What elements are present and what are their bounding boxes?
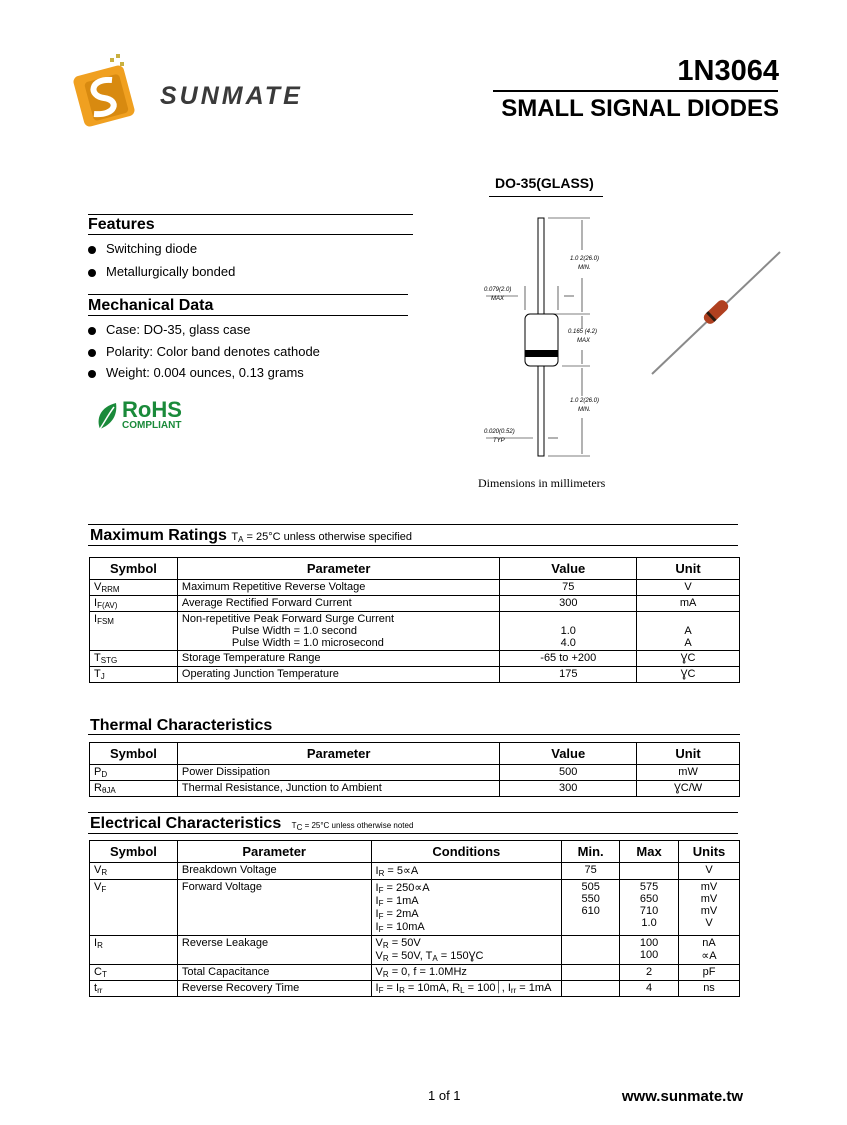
thermal-table bbox=[89, 742, 740, 797]
electrical-heading bbox=[90, 815, 413, 833]
units-cell: V bbox=[679, 863, 740, 880]
parameter-cell: Average Rectified Forward Current bbox=[177, 596, 499, 612]
symbol-cell: $C_T$ bbox=[90, 965, 178, 981]
col-unit: Unit bbox=[637, 558, 740, 580]
mechanical-bottom-rule bbox=[88, 315, 408, 316]
col-units: Units bbox=[679, 841, 740, 863]
value-cell: 300 bbox=[500, 781, 637, 797]
table-row bbox=[90, 651, 740, 667]
units-cell: nA ∝A bbox=[679, 936, 740, 965]
package-title-rule bbox=[489, 196, 603, 197]
value-cell: -65 to +200 bbox=[500, 651, 637, 667]
min-cell: 75 bbox=[562, 863, 620, 880]
max-cell: 100 100 bbox=[620, 936, 679, 965]
symbol-cell: $T_J$ bbox=[90, 667, 178, 683]
lead-diameter-value: 0.020(0.52) bbox=[484, 429, 515, 435]
mechanical-item: Case: DO-35, glass case bbox=[88, 322, 251, 337]
table-row bbox=[90, 965, 740, 981]
units-cell: pF bbox=[679, 965, 740, 981]
header-rule bbox=[493, 90, 778, 92]
symbol-cell: $t_{rr}$ bbox=[90, 981, 178, 997]
features-bottom-rule bbox=[88, 234, 413, 235]
table-row bbox=[90, 880, 740, 936]
symbol-cell: $V_R$ bbox=[90, 863, 178, 880]
unit-cell: mA bbox=[637, 596, 740, 612]
value-cell: 300 bbox=[500, 596, 637, 612]
col-parameter: Parameter bbox=[177, 558, 499, 580]
table-header-row bbox=[90, 841, 740, 863]
parameter-cell: Operating Junction Temperature bbox=[177, 667, 499, 683]
mechanical-item: Weight: 0.004 ounces, 0.13 grams bbox=[88, 365, 304, 380]
parameter-cell: Thermal Resistance, Junction to Ambient bbox=[177, 781, 499, 797]
parameter-cell: Power Dissipation bbox=[177, 765, 499, 781]
conditions-cell: $V_R = 0$, f = 1.0MHz bbox=[371, 965, 562, 981]
col-value: Value bbox=[500, 743, 637, 765]
symbol-cell: $V_{RRM}$ bbox=[90, 580, 178, 596]
package-title: DO-35(GLASS) bbox=[495, 175, 594, 191]
table-header-row bbox=[90, 743, 740, 765]
parameter-cell: Breakdown Voltage bbox=[177, 863, 371, 880]
parameter-cell: Maximum Repetitive Reverse Voltage bbox=[177, 580, 499, 596]
table-row bbox=[90, 765, 740, 781]
table-row bbox=[90, 981, 740, 997]
rohs-badge bbox=[94, 399, 204, 435]
parameter-cell: Total Capacitance bbox=[177, 965, 371, 981]
part-number: 1N3064 bbox=[677, 55, 779, 87]
symbol-cell: $R_{\theta JA}$ bbox=[90, 781, 178, 797]
unit-cell: A A bbox=[637, 612, 740, 651]
units-cell: ns bbox=[679, 981, 740, 997]
parameter-cell: Reverse Recovery Time bbox=[177, 981, 371, 997]
value-cell: 175 bbox=[500, 667, 637, 683]
conditions-cell: $I_F = 250\propto A$ $I_F = 1mA$ $I_F = 2mA$ $I_F = 10mA$ bbox=[371, 880, 562, 936]
unit-cell: mW bbox=[637, 765, 740, 781]
dimensions-caption: Dimensions in millimeters bbox=[478, 476, 606, 490]
electrical-top-rule bbox=[88, 812, 738, 813]
col-symbol: Symbol bbox=[90, 841, 178, 863]
mechanical-title: Mechanical Data bbox=[88, 297, 214, 314]
parameter-cell: Storage Temperature Range bbox=[177, 651, 499, 667]
value-cell: 75 bbox=[500, 580, 637, 596]
body-diameter-note: MAX bbox=[491, 296, 505, 302]
max-cell: 2 bbox=[620, 965, 679, 981]
parameter-cell: Forward Voltage bbox=[177, 880, 371, 936]
feature-item: Switching diode bbox=[88, 241, 197, 256]
unit-cell: ƔC/W bbox=[637, 781, 740, 797]
diode-photo bbox=[648, 248, 784, 378]
table-row bbox=[90, 612, 740, 651]
lead-diameter-note: TYP bbox=[493, 438, 505, 444]
symbol-cell: $I_R$ bbox=[90, 936, 178, 965]
max-cell: 575 650 710 1.0 bbox=[620, 880, 679, 936]
symbol-cell: $I_{FSM}$ bbox=[90, 612, 178, 651]
col-value: Value bbox=[500, 558, 637, 580]
electrical-note: TC = 25°C unless otherwise noted bbox=[291, 821, 414, 832]
conditions-cell: $I_R = 5\propto A$ bbox=[371, 863, 562, 880]
col-parameter: Parameter bbox=[177, 841, 371, 863]
thermal-title: Thermal Characteristics bbox=[90, 717, 273, 734]
value-cell: 1.0 4.0 bbox=[500, 612, 637, 651]
mechanical-top-rule bbox=[88, 294, 408, 295]
min-cell: 505 550 610 bbox=[562, 880, 620, 936]
brand-name: SUNMATE bbox=[160, 82, 303, 110]
lead-length-top-note: MIN. bbox=[578, 265, 591, 271]
max-cell: 4 bbox=[620, 981, 679, 997]
max-ratings-title: Maximum Ratings bbox=[90, 527, 227, 544]
electrical-bottom-rule bbox=[88, 833, 738, 834]
document-subtitle: SMALL SIGNAL DIODES bbox=[501, 95, 779, 122]
mechanical-item: Polarity: Color band denotes cathode bbox=[88, 344, 320, 359]
electrical-title: Electrical Characteristics bbox=[90, 815, 282, 832]
body-diameter-value: 0.079(2.0) bbox=[484, 287, 512, 293]
lead-length-bottom-value: 1.0 2(26.0) bbox=[570, 398, 600, 404]
thermal-rule bbox=[88, 734, 740, 735]
symbol-cell: $V_F$ bbox=[90, 880, 178, 936]
conditions-cell: $V_R = 50V$ $V_R = 50V$, $T_A$ = 150ƔC bbox=[371, 936, 562, 965]
website-link[interactable]: www.sunmate.tw bbox=[621, 1088, 743, 1105]
unit-cell: ƔC bbox=[637, 651, 740, 667]
table-row bbox=[90, 667, 740, 683]
body-length-value: 0.165 (4.2) bbox=[568, 329, 598, 335]
min-cell bbox=[562, 965, 620, 981]
col-symbol: Symbol bbox=[90, 558, 178, 580]
rohs-compliant-label: COMPLIANT bbox=[122, 420, 182, 431]
col-symbol: Symbol bbox=[90, 743, 178, 765]
table-row bbox=[90, 580, 740, 596]
features-top-rule bbox=[88, 214, 413, 215]
max-ratings-bottom-rule bbox=[88, 545, 738, 546]
table-row bbox=[90, 781, 740, 797]
parameter-cell: Reverse Leakage bbox=[177, 936, 371, 965]
min-cell bbox=[562, 936, 620, 965]
table-row bbox=[90, 596, 740, 612]
table-row bbox=[90, 863, 740, 880]
max-ratings-top-rule bbox=[88, 524, 738, 525]
feature-item: Metallurgically bonded bbox=[88, 264, 235, 279]
lead-length-bottom-note: MIN. bbox=[578, 407, 591, 413]
table-row bbox=[90, 936, 740, 965]
max-ratings-note: $T_A = 25^\circ C$ unless otherwise specified bbox=[231, 531, 413, 544]
col-unit: Unit bbox=[637, 743, 740, 765]
parameter-cell: Non-repetitive Peak Forward Surge Current Pulse Width = 1.0 second Pulse Width = 1.0 microsecond bbox=[177, 612, 499, 651]
col-parameter: Parameter bbox=[177, 743, 499, 765]
unit-cell: V bbox=[637, 580, 740, 596]
rohs-label: RoHS bbox=[122, 397, 182, 422]
lead-length-top-value: 1.0 2(26.0) bbox=[570, 256, 600, 262]
max-cell bbox=[620, 863, 679, 880]
col-max: Max bbox=[620, 841, 679, 863]
table-header-row bbox=[90, 558, 740, 580]
body-length-note: MAX bbox=[577, 338, 591, 344]
symbol-cell: $I_{F(AV)}$ bbox=[90, 596, 178, 612]
min-cell bbox=[562, 981, 620, 997]
max-ratings-table bbox=[89, 557, 740, 683]
max-ratings-heading bbox=[90, 527, 412, 545]
leaf-icon bbox=[94, 401, 122, 433]
symbol-cell: $P_D$ bbox=[90, 765, 178, 781]
unit-cell: ƔC bbox=[637, 667, 740, 683]
value-cell: 500 bbox=[500, 765, 637, 781]
features-title: Features bbox=[88, 216, 155, 233]
electrical-table bbox=[89, 840, 740, 997]
col-min: Min. bbox=[562, 841, 620, 863]
col-conditions: Conditions bbox=[371, 841, 562, 863]
symbol-cell: $T_{STG}$ bbox=[90, 651, 178, 667]
page-number: 1 of 1 bbox=[428, 1088, 461, 1103]
conditions-cell: $I_F = I_R = 10mA$, $R_L$ = 100⏐, $I_{rr} = 1mA$ bbox=[371, 981, 562, 997]
units-cell: mV mV mV V bbox=[679, 880, 740, 936]
